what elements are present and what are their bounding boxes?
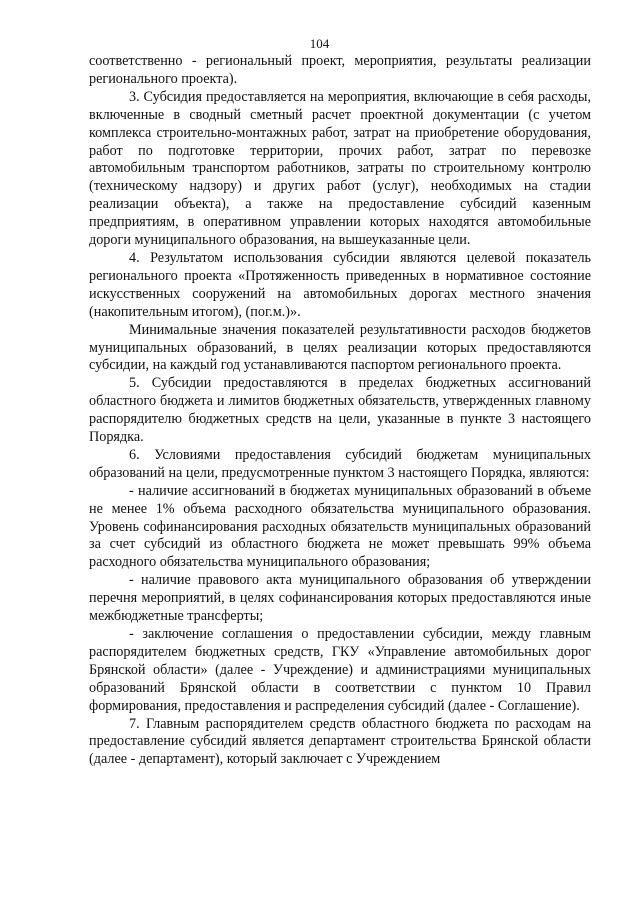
paragraph-item-6: 6. Условиями предоставления субсидий бюджетам муниципальных образований на цели, предусмотренные пунктом 3 настоящего Порядка, являются: [89, 446, 591, 481]
paragraph-continuation: соответственно - региональный проект, мероприятия, результаты реализации регионального проекта). [89, 53, 591, 87]
paragraph-item-4: 4. Результатом использования субсидии являются целевой показатель регионального проекта «Протяженность приведенных в нормативное состояние искусственных сооружений на автомобильных дорогах местного значения (накопительным итогом), (пог.м.)». [89, 249, 591, 320]
paragraph-condition-2: - наличие правового акта муниципального образования об утверждении перечня мероприятий, в целях софинансирования которых предоставляются иные межбюджетные трансферты; [89, 572, 591, 625]
paragraph-min-values: Минимальные значения показателей результативности расходов бюджетов муниципальных образований, в целях реализации которых предоставляются субсидии, на каждый год устанавливаются паспортом регионального проекта. [89, 321, 591, 374]
document-body [89, 53, 591, 769]
paragraph-item-3: 3. Субсидия предоставляется на мероприятия, включающие в себя расходы, включенные в сводный сметный расчет проектной документации (с учетом комплекса строительно-монтажных работ, затрат на приобретение оборудования, работ по подготовке территории, прочих работ, затрат по перевозке автомобильным транспортом работников, затраты по строительному контролю (техническому надзору) и других работ (услуг), необходимых на стадии реализации объекта), а также на предоставление субсидий казенным предприятиям, в оперативном управлении которых находятся автомобильные дороги муниципального образования, на вышеуказанные цели. [89, 88, 591, 249]
paragraph-condition-1: - наличие ассигнований в бюджетах муниципальных образований в объеме не менее 1% объема расходного обязательства муниципального образования. Уровень софинансирования расходных обязательств муниципальных образований за счет субсидий из областного бюджета не может превышать 99% объема расходного обязательства муниципального образования; [89, 482, 591, 571]
paragraph-condition-3: - заключение соглашения о предоставлении субсидии, между главным распорядителем бюджетных средств, ГКУ «Управление автомобильных дорог Брянской области» (далее - Учреждение) и администрациями муниципальных образований Брянской области в соответствии с пунктом 10 Правил формирования, предоставления и распределения субсидий (далее - Соглашение). [89, 626, 591, 714]
paragraph-item-7: 7. Главным распорядителем средств областного бюджета по расходам на предоставление субсидий является департамент строительства Брянской области (далее - департамент), который заключает с Учреждением [89, 715, 591, 768]
paragraph-item-5: 5. Субсидии предоставляются в пределах бюджетных ассигнований областного бюджета и лимитов бюджетных обязательств, утвержденных главному распорядителю бюджетных средств на цели, указанные в пункте 3 настоящего Порядка. [89, 375, 591, 446]
page-number: 104 [309, 36, 330, 51]
